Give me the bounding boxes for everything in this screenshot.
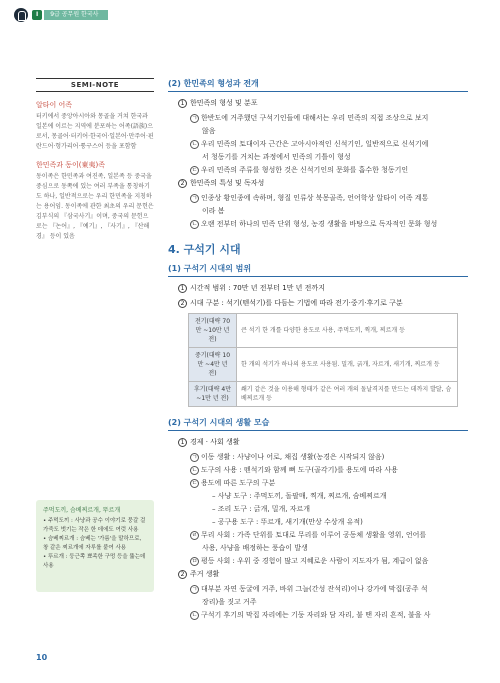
list-item: ㄴ 오랜 전부터 하나의 민족 단위 형성, 농경 생활을 바탕으로 독자적인 문화 형성 (191, 220, 438, 228)
subsection-heading: 1 시간적 범위 : 70만 년 전부터 1만 년 전까지 (178, 282, 468, 294)
note-title: 주먹도끼, 슴베찌르개, 뚜르개 (43, 507, 121, 514)
running-header (14, 7, 108, 23)
table-row (189, 348, 458, 382)
era-table (188, 313, 458, 407)
list-item: ㄱ 대부분 자연 동굴에 거주, 바위 그늘(간성 잔석리)이나 강가에 막집(공주 석 (191, 585, 428, 593)
note-item: • 슴베찌르개 : 슴베는 '가름'을 말하므로, 창 같은 찌르개에 자루를 붙여 사용 (43, 536, 142, 551)
list-item: ㄱ 이동 생활 : 사냥이나 어로, 채집 생활(농경은 시작되지 않음) (191, 453, 385, 461)
part-badge: Ⅰ (32, 10, 42, 20)
tool-note-box (36, 500, 154, 592)
subsection-heading: 1 한민족의 형성 및 분포 (178, 97, 468, 109)
list-item: ㄷ 용도에 따른 도구의 구분 (191, 479, 276, 487)
semi-note-heading: SEMI-NOTE (36, 78, 154, 92)
note-item: • 뚜르개 : 둥근쪽 뾰족한 구멍 등을 뚫는데 사용 (43, 554, 146, 569)
list-item: ㄷ 우리 민족의 주류를 형성한 것은 신석기인의 문화를 흡수한 청동기인 (191, 166, 409, 174)
list-item-cont: 않음 (202, 127, 216, 135)
page-number: 10 (36, 653, 48, 662)
hanmin-heading: 한민족과 동이(東夷)족 (36, 161, 106, 169)
list-item-cont: 장리)을 짓고 거주 (202, 598, 257, 606)
table-row (189, 382, 458, 407)
main-content (168, 78, 468, 622)
table-cell: 큰 석기 한 개를 다양한 용도로 사용, 주먹도끼, 찍개, 찌르개 등 (237, 314, 458, 348)
chapter-heading: 4. 구석기 시대 (168, 243, 241, 256)
tool-item: – 조리 도구 : 긁개, 밀개, 자르개 (212, 505, 311, 513)
altai-heading: 알타이 어족 (36, 101, 73, 109)
table-cell: 중기(대략 10만 ~4만 년 전) (189, 348, 237, 382)
subsection-heading: 1 경제 · 사회 생활 (178, 436, 468, 448)
altai-text: 터키에서 중앙아시아와 몽골을 거쳐 한국과 일본에 이르는 지역에 분포하는 어족(語族)으로서, 몽골어·터키어·한국어·일본어·만주어·핀란드어·헝가리어·퉁구스어 등을 포함함 (36, 113, 154, 150)
list-item-cont: 서 청동기를 거치는 과정에서 민족의 기틀이 형성 (202, 153, 351, 161)
note-item: • 주먹도끼 : 사냥과 공수 이야기로 뭉갈 걸 가죽도 벗기는 작은 한 데에도 여럿 사용 (43, 518, 146, 533)
list-item-cont: 이라 봄 (202, 207, 225, 215)
tool-item: – 공구용 도구 : 뚜르개, 새기개(만상 수상개 유적) (212, 518, 363, 526)
list-item: ㄴ 구석기 후기의 막집 자리에는 기둥 자리와 담 자리, 불 땐 자리 흔적, 불을 사 (191, 611, 431, 619)
section-heading: (1) 구석기 시대의 범위 (168, 263, 468, 277)
list-item-cont: 사용, 사냥을 배정하는 풍습이 발생 (202, 544, 308, 552)
table-cell: 한 개의 석기가 하나의 용도로 사용됨. 밀개, 긁개, 자르개, 새기개, 찌르개 등 (237, 348, 458, 382)
subsection-heading: 2 시대 구분 : 석기(뗀석기)를 다듬는 기법에 따라 전기·중기·후기로 구분 (178, 297, 468, 309)
book-icon (14, 8, 28, 22)
hanmin-text: 동이족은 한민족과 여진족, 일본족 등 중국을 중심으로 동쪽에 있는 여러 부족을 통칭하기도 하나, 일반적으로는 우리 한민족을 지칭하는 용어임. 동이족에 관한 최초의 우리 문헌은 김부식의 『삼국사기』이며, 중국의 문헌으로는 『논어』, 『예기』, 『사기』, 『산해경』 등이 있음 (36, 173, 154, 240)
subsection-heading: 2 주거 생활 (178, 568, 468, 580)
list-item: ㅁ 평등 사회 : 우위 중 경험이 많고 지혜로운 사람이 지도자가 됨, 계급이 없음 (191, 557, 429, 565)
table-cell: 쐐기 같은 것을 이용해 형태가 같은 여러 개의 돌날격지를 만드는 데까지 발달, 슴베찌르개 등 (237, 382, 458, 407)
list-item: ㄱ 인종상 황인종에 속하며, 형질 인류상 북몽골족, 언어학상 알타이 어족 계통 (191, 194, 429, 202)
list-item: ㄹ 무리 사회 : 가족 단위를 토대로 무리를 이루어 공동체 생활을 영위, 언어를 (191, 531, 427, 539)
book-title: 9급 공무원 한국사 (44, 10, 108, 20)
list-item: ㄴ 도구의 사용 : 뗀석기와 함께 뼈 도구(골각기)를 용도에 따라 사용 (191, 466, 398, 474)
tool-item: – 사냥 도구 : 주먹도끼, 돌팔매, 찍개, 찌르개, 슴베찌르개 (212, 492, 387, 500)
subsection-heading: 2 한민족의 특성 및 독자성 (178, 177, 468, 189)
section-heading: (2) 한민족의 형성과 전개 (168, 78, 468, 92)
table-cell: 후기(대략 4만 ~1만 년 전) (189, 382, 237, 407)
table-cell: 전기(대략 70만 ~10만 년 전) (189, 314, 237, 348)
table-row (189, 314, 458, 348)
list-item: ㄱ 한반도에 거주했던 구석기인들에 대해서는 우리 민족의 직접 조상으로 보지 (191, 114, 429, 122)
list-item: ㄴ 우리 민족의 토대이자 근간은 고아시아적인 신석기인, 일반적으로 신석기에 (191, 140, 429, 148)
sidebar (36, 78, 154, 242)
section-heading: (2) 구석기 시대의 생활 모습 (168, 417, 468, 431)
